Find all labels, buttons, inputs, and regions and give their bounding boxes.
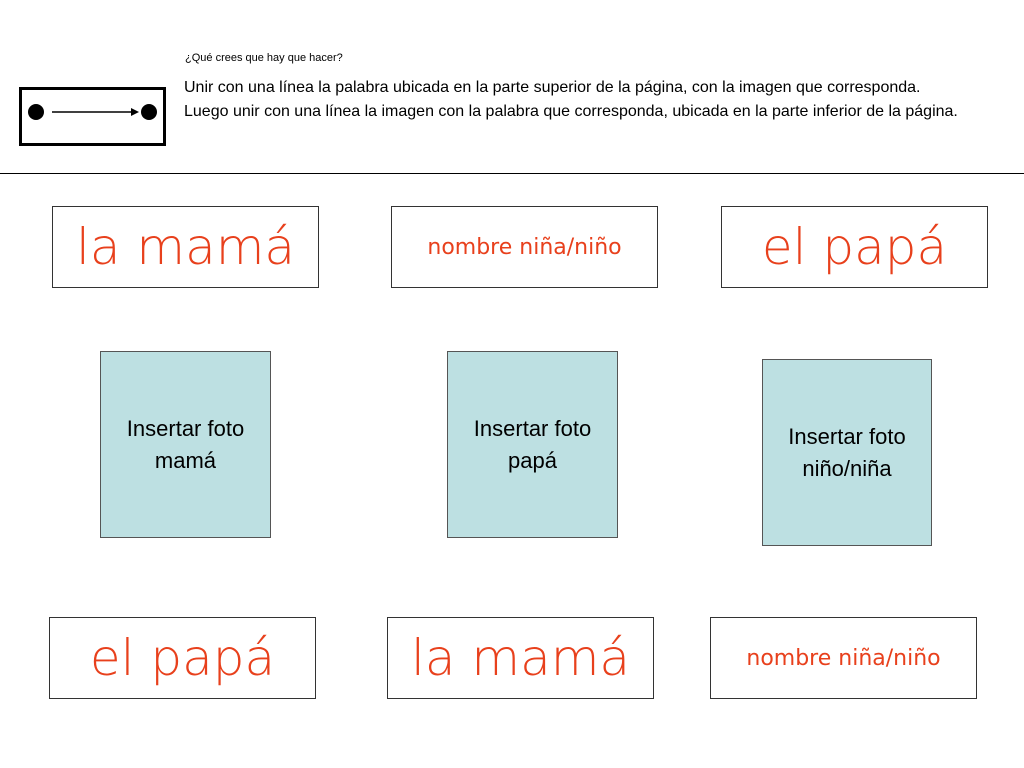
- instructions-text: Unir con una línea la palabra ubicada en la parte superior de la página, con la imagen que corresponda. Luego unir con una línea la imagen con la palabra que corresponda, ubicada en la parte inferior de la página.: [184, 79, 958, 120]
- bottom-word-mama[interactable]: la mamá: [387, 617, 654, 699]
- photo-placeholder-mama[interactable]: [100, 351, 271, 538]
- question-text: ¿Qué crees que hay que hacer?: [185, 52, 343, 64]
- photo-placeholder-label: Insertar foto papá: [473, 415, 592, 473]
- photo-placeholder-label: Insertar foto mamá: [126, 415, 245, 473]
- photo-placeholder-papa[interactable]: [447, 351, 618, 538]
- connect-dots-arrow-icon: [19, 87, 166, 146]
- top-word-papa[interactable]: el papá: [721, 206, 988, 288]
- header-divider: [0, 173, 1024, 174]
- bottom-word-papa[interactable]: el papá: [49, 617, 316, 699]
- top-word-nombre[interactable]: nombre niña/niño: [391, 206, 658, 288]
- photo-placeholder-label: Insertar foto niño/niña: [788, 423, 906, 481]
- photo-placeholder-nino[interactable]: [762, 359, 932, 546]
- bottom-word-nombre[interactable]: nombre niña/niño: [710, 617, 977, 699]
- top-word-mama[interactable]: la mamá: [52, 206, 319, 288]
